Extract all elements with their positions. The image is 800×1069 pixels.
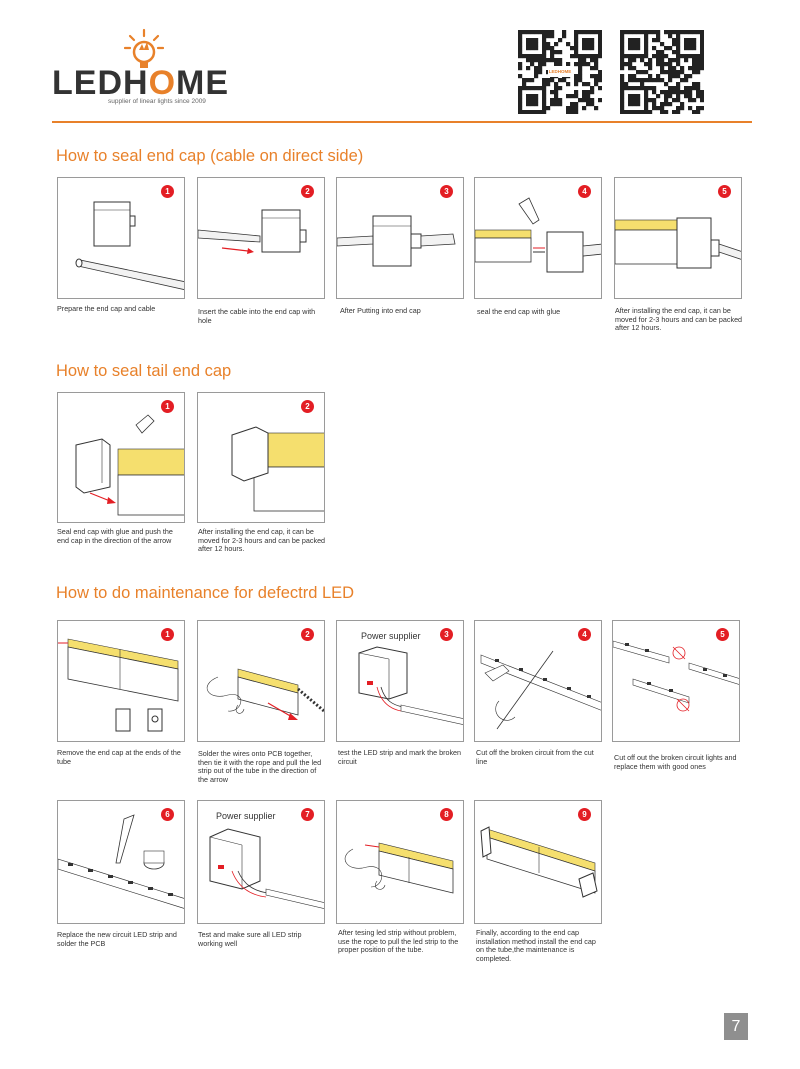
step-caption: test the LED strip and mark the broken circuit	[338, 748, 462, 766]
step-number-badge: 9	[578, 808, 591, 821]
step-panel	[614, 177, 742, 299]
step-number-badge: 1	[161, 400, 174, 413]
ledhome-logo	[52, 28, 232, 108]
step-caption: After tesing led strip without problem, use the rope to pull the led strip to the proper position of the tube.	[338, 928, 459, 955]
step-caption: Seal end cap with glue and push the end cap in the direction of the arrow	[57, 527, 173, 545]
step-panel	[474, 800, 602, 924]
step-panel	[336, 800, 464, 924]
step-panel	[197, 620, 325, 742]
step-panel	[197, 392, 325, 523]
step-caption: After Putting into end cap	[340, 306, 421, 315]
step-caption: Insert the cable into the end cap with hole	[198, 307, 316, 325]
step-number-badge: 1	[161, 628, 174, 641]
step-panel	[57, 800, 185, 924]
step-number-badge: 4	[578, 185, 591, 198]
step-number-badge: 5	[716, 628, 729, 641]
step-number-badge: 4	[578, 628, 591, 641]
logo-tagline: supplier of linear lights since 2009	[108, 98, 206, 105]
step-panel	[474, 177, 602, 299]
step-panel	[336, 620, 464, 742]
step-number-badge: 3	[440, 185, 453, 198]
step-number-badge: 1	[161, 185, 174, 198]
step-number-badge: 7	[301, 808, 314, 821]
step-panel	[474, 620, 602, 742]
logo-wordmark: LEDHOME	[52, 64, 230, 102]
step-number-badge: 6	[161, 808, 174, 821]
header-divider	[52, 121, 752, 123]
step-panel	[57, 392, 185, 523]
step-number-badge: 2	[301, 185, 314, 198]
qr-center-logo: LEDHOME	[548, 66, 572, 77]
step-caption: Solder the wires onto PCB together, then tie it with the rope and pull the led strip out of the tube in the direction of the arrow	[198, 749, 322, 784]
step-number-badge: 8	[440, 808, 453, 821]
step-number-badge: 2	[301, 400, 314, 413]
section-title-maintenance: How to do maintenance for defectrd LED	[56, 584, 355, 602]
section-title-cable-end-cap: How to seal end cap (cable on direct side)	[56, 147, 364, 165]
step-caption: Finally, according to the end cap installation method install the end cap on the tube,the maintenance is completed.	[476, 928, 596, 963]
step-panel	[57, 620, 185, 742]
step-caption: Test and make sure all LED strip working well	[198, 930, 302, 948]
step-panel	[336, 177, 464, 299]
page-header	[0, 0, 800, 125]
power-supplier-label: Power supplier	[216, 811, 276, 821]
step-caption: Prepare the end cap and cable	[57, 304, 156, 313]
qr-code-website[interactable]	[620, 30, 704, 114]
step-number-badge: 2	[301, 628, 314, 641]
step-caption: Remove the end cap at the ends of the tube	[57, 748, 181, 766]
power-supplier-label: Power supplier	[361, 631, 421, 641]
step-panel	[197, 800, 325, 924]
step-caption: Cut off the broken circuit from the cut line	[476, 748, 594, 766]
step-number-badge: 5	[718, 185, 731, 198]
qr-code-wechat[interactable]	[518, 30, 602, 114]
step-panel	[612, 620, 740, 742]
step-caption: Cut off out the broken circuit lights and replace them with good ones	[614, 753, 737, 771]
step-panel	[197, 177, 325, 299]
step-panel	[57, 177, 185, 299]
step-caption: After installing the end cap, it can be moved for 2-3 hours and can be packed after 12 hours.	[615, 306, 743, 333]
step-caption: Replace the new circuit LED strip and solder the PCB	[57, 930, 177, 948]
step-number-badge: 3	[440, 628, 453, 641]
section-title-tail-end-cap: How to seal tail end cap	[56, 362, 232, 380]
step-caption: After installing the end cap, it can be moved for 2-3 hours and can be packed after 12 hours.	[198, 527, 326, 554]
step-caption: seal the end cap with glue	[477, 307, 561, 316]
page-number: 7	[724, 1013, 748, 1040]
